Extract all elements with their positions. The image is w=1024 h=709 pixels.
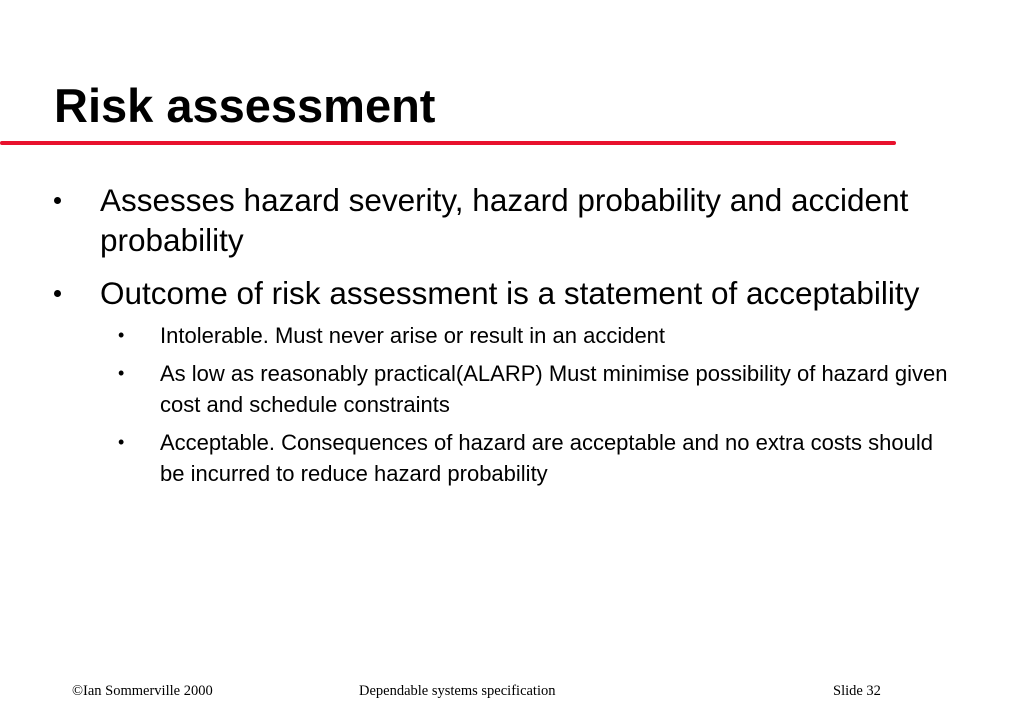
sub-bullet-icon: •: [118, 432, 125, 452]
footer-course-title: Dependable systems specification: [359, 683, 556, 699]
bullet-text: Assesses hazard severity, hazard probability and accident probability: [100, 182, 909, 258]
bullet-dot-icon: [54, 290, 61, 297]
sub-bullet-item: [0, 427, 1024, 489]
footer-copyright: ©Ian Sommerville 2000: [72, 683, 213, 699]
slide-title: Risk assessment: [54, 79, 436, 132]
sub-bullet-item: [0, 358, 1024, 420]
footer-slide-number: Slide 32: [833, 683, 881, 699]
bullet-item: [0, 180, 1024, 260]
bullet-text: Outcome of risk assessment is a statement of acceptability: [100, 275, 920, 311]
slide-content: [0, 180, 1024, 496]
bullet-item: [0, 273, 1024, 313]
sub-bullet-icon: •: [118, 325, 125, 345]
sub-bullet-list: [0, 320, 1024, 489]
sub-bullet-text: Acceptable. Consequences of hazard are acceptable and no extra costs should be incurred to reduce hazard probability: [160, 430, 933, 486]
title-underline: [0, 141, 896, 145]
sub-bullet-item: [0, 320, 1024, 351]
sub-bullet-icon: •: [118, 363, 125, 383]
bullet-dot-icon: [54, 197, 61, 204]
sub-bullet-text: Intolerable. Must never arise or result in an accident: [160, 323, 666, 348]
sub-bullet-text: As low as reasonably practical(ALARP) Must minimise possibility of hazard given cost and schedule constraints: [160, 361, 948, 417]
